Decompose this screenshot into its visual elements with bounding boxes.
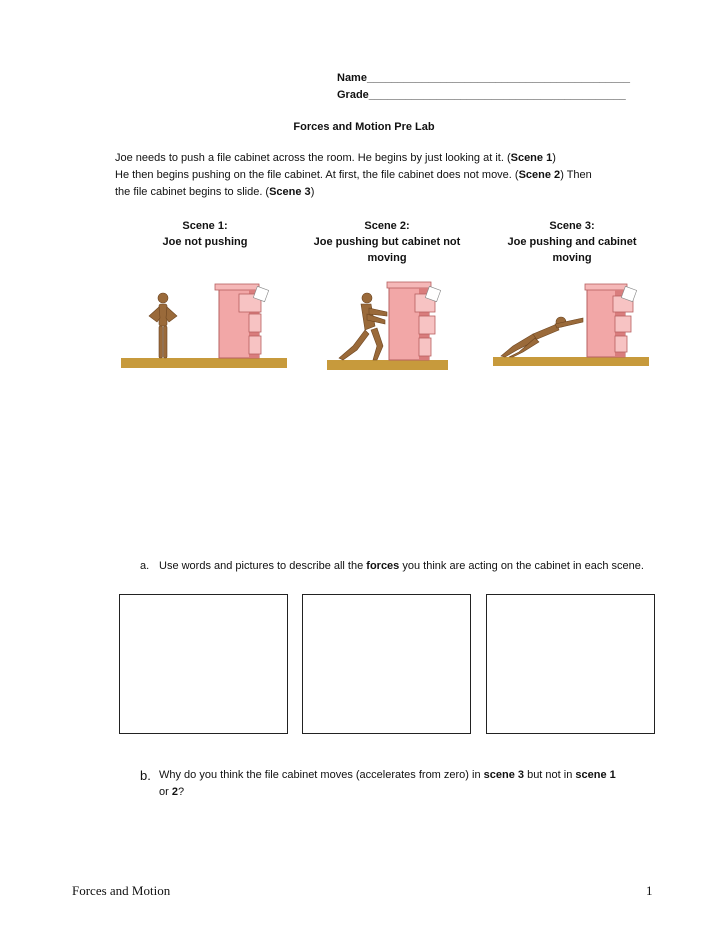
question-b-text: Why do you think the file cabinet moves (accelerates from zero) in scene 3 but not in scene 1 or 2? — [159, 769, 616, 798]
scene-3-illustration — [493, 280, 649, 366]
answer-box-scene-3[interactable] — [486, 594, 655, 734]
scene-1-label: Scene 1: Joe not pushing — [162, 220, 248, 248]
answer-box-scene-1[interactable] — [119, 594, 288, 734]
page-title: Forces and Motion Pre Lab — [293, 121, 435, 133]
scene-2-illustration — [327, 276, 448, 370]
scene-1-illustration — [121, 276, 287, 368]
footer-title: Forces and Motion — [72, 883, 171, 898]
intro-line-1: Joe needs to push a file cabinet across the room. He begins by just looking at it. (Scene 1) — [115, 152, 556, 164]
question-b-letter: b. — [140, 768, 151, 783]
question-b — [140, 767, 660, 801]
answer-box-scene-2[interactable] — [302, 594, 471, 734]
question-a-text: Use words and pictures to describe all the forces you think are acting on the cabinet in each scene. — [159, 560, 644, 572]
intro-paragraph — [115, 150, 655, 201]
name-line: Name___________________________________________ — [337, 72, 631, 84]
intro-line-2: He then begins pushing on the file cabinet. At first, the file cabinet does not move. (Scene 2) Then — [115, 169, 592, 181]
question-a — [140, 558, 660, 575]
page-number: 1 — [646, 883, 653, 898]
grade-line: Grade__________________________________________ — [337, 89, 626, 101]
scene-2-label: Scene 2: Joe pushing but cabinet not moving — [313, 220, 461, 264]
question-a-letter: a. — [140, 560, 150, 572]
scene-3-label: Scene 3: Joe pushing and cabinet moving — [507, 220, 637, 264]
intro-line-3: the file cabinet begins to slide. (Scene 3) — [115, 186, 315, 198]
